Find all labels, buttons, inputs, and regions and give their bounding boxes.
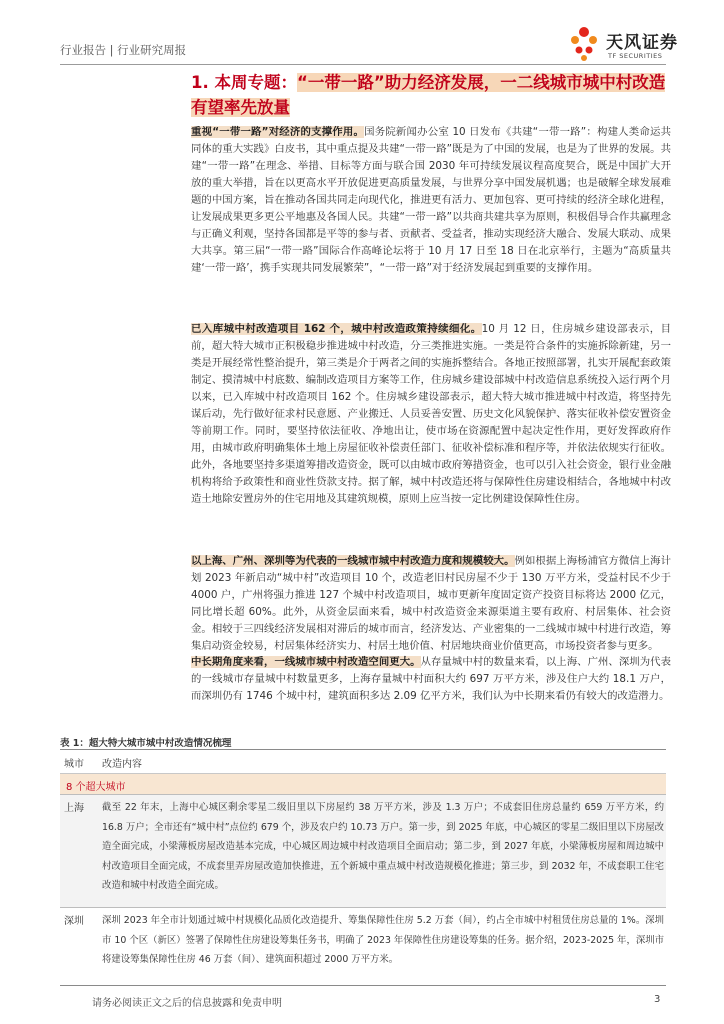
table-caption: 表 1：超大特大城市城中村改造情况梳理: [60, 738, 232, 749]
table-row: [60, 907, 666, 985]
paragraph-belt-and-road: [191, 124, 671, 277]
table-bottom-rule: [60, 985, 666, 986]
table-cell-content: 深圳 2023 年全市计划通过城中村规模化品质化改造提升、筹集保障性住房 5.2 万套（间），约占全市城中村租赁住房总量的 1%。深圳市 10 个区（新区）签署了保障性住房建设筹集任务书，明确了 2023 年保障性住房建设筹集的任务。据介绍，2023-2025 年，深圳市将建设筹集保障性住房 46 万套（间）、建筑面积超过 2000 万平方米。: [102, 915, 664, 965]
table-header-content: 改造内容: [102, 759, 142, 770]
header-breadcrumb: 行业报告 | 行业研究周报: [60, 43, 187, 57]
header-divider: [60, 64, 666, 65]
table-cell-content: 截至 22 年末，上海中心城区剩余零星二级旧里以下房屋约 38 万平方米，涉及 1.3 万户；不成套旧住房总量约 659 万平方米，约 16.8 万户；全市还有“城中村”点位约 679 个，涉及农户约 10.73 万户。第一步，到 2025 年底，中心城区的零星二级旧里以下房屋改造全面完成，小梁薄板房屋改造基本完成，中心城区周边城中村改造项目全面启动；第二步，到 2027 年底，小梁薄板房屋和周边城中村改造项目全面完成，不成套里弄房屋改造加快推进，五个新城中重点城中村改造规模化推进；第三步，到 2032 年，不成套职工住宅改造和城中村改造全面完成。: [102, 802, 664, 891]
paragraph-body: 国务院新闻办公室 10 日发布《共建“一带一路”：构建人类命运共同体的重大实践》白皮书，其中重点提及共建“一带一路”既是为了中国的发展，也是为了世界的发展。共建“一带一路”在理念、举措、目标等方面与联合国 2030 年可持续发展议程高度契合，既是中国扩大开放的重大举措，旨在以更高水平开放促进更高质量发展，与世界分享中国发展机遇；也是破解全球发展难题的中国方案，旨在推动各国共同走向现代化，推进更有活力、更加包容、更可持续的经济全球化进程，让发展成果更多更公平地惠及各国人民。共建“一带一路”以共商共建共享为原则，积极倡导合作共赢理念与正确义利观，坚持各国都是平等的参与者、贡献者、受益者，推动实现经济大融合、发展大联动、成果大共享。第三届“一带一路”国际合作高峰论坛将于 10 月 17 日至 18 日在北京举行，主题为“高质量共建‘一带一路’，携手实现共同发展繁荣”，“一带一路”对于经济发展起到重要的支撑作用。: [191, 126, 671, 274]
brand-name-en: TF SECURITIES: [608, 52, 663, 60]
paragraph-body: 例如根据上海杨浦官方微信上海计划 2023 年新启动“城中村”改造项目 10 个，改造老旧村民房屋不少于 130 万平方米，受益村民不少于 4000 户，广州将强力推进 127 个城中村改造项目，城市更新年度固定资产投资目标将达 2000 亿元，同比增长超 60%。此外，从资金层面来看，城中村改造资金来源渠道主要有政府、村居集体、社会资金。相较于三四线经济发展相对滞后的城市而言，经济发达、产业密集的一二线城市城中村进行改造，筹集启动资金较易，村居集体经济实力、村居土地价值、村居地块商业价值更高，市场投资者参与更多。: [191, 555, 672, 652]
paragraph-tier1-cities: [191, 553, 671, 655]
table-header-city: 城市: [64, 759, 84, 770]
paragraph-urban-village-policy: [191, 321, 671, 508]
page-number: 3: [654, 994, 661, 1005]
table-row: [60, 794, 666, 907]
table-group-label: 8 个超大城市: [66, 782, 126, 793]
table-group-row: [60, 773, 666, 794]
paragraph-lead: 以上海、广州、深圳等为代表的一线城市城中村改造力度和规模较大。: [191, 555, 515, 567]
paragraph-lead: 中长期角度来看，一线城市城中村改造空间更大。: [191, 656, 421, 668]
paragraph-lead: 已入库城中村改造项目 162 个，城中村改造政策持续细化。: [191, 323, 482, 335]
section-title-main: “一带一路”助力经济发展，一二线城市城中村改造有望率先放量: [191, 73, 666, 117]
paragraph-long-term-outlook: [191, 654, 671, 705]
table-cell-city: 上海: [64, 803, 84, 814]
table-header: [60, 750, 666, 772]
paragraph-body: 从存量城中村的数量来看，以上海、广州、深圳为代表的一线城市存量城中村数量更多，上海存量城中村面积大约 697 万平方米，涉及住户大约 18.1 万户，而深圳仍有 1746 个城中村，建筑面积多达 2.09 亿平方米，我们认为中长期来看仍有较大的改造潜力。: [191, 656, 672, 702]
brand-logo: [566, 24, 696, 64]
paragraph-body: 10 月 12 日，住房城乡建设部表示，目前，超大特大城市正积极稳步推进城中村改造，分三类推进实施。一类是符合条件的实施拆除新建，另一类是开展经常性整治提升，第三类是介于两者之间的实施拆整结合。各地正按照部署，扎实开展配套政策制定、摸清城中村底数、编制改造项目方案等工作，住房城乡建设部城中村改造信息系统投入运行两个月以来，已入库城中村改造项目 162 个。住房城乡建设部表示，超大特大城市推进城中村改造，将坚持先谋后动，先行做好征求村民意愿、产业搬迁、人员妥善安置、历史文化风貌保护、落实征收补偿安置资金等前期工作。同时，要坚持依法征收、净地出让，使市场在资源配置中起决定性作用，更好发挥政府作用，由城市政府明确集体土地上房屋征收补偿责任部门、征收补偿标准和程序等，并依法依规实行征收。此外，各地要坚持多渠道筹措改造资金，既可以由城市政府筹措资金，也可以引入社会资金，银行业金融机构将给予政策性和商业性贷款支持。据了解，城中村改造还将与保障性住房建设相结合，各地城中村改造土地除安置房外的住宅用地及其建筑规模，原则上应当按一定比例建设保障性住房。: [191, 323, 672, 505]
brand-name-cn: 天风证券: [606, 33, 678, 53]
paragraph-lead: 重视“一带一路”对经济的支撑作用。: [191, 126, 365, 138]
section-title-prefix: 1. 本周专题：: [191, 73, 297, 92]
footer-disclaimer: 请务必阅读正文之后的信息披露和免责申明: [92, 998, 282, 1009]
brand-flame-icon: [566, 24, 602, 64]
section-title: [191, 70, 681, 120]
table-cell-city: 深圳: [64, 916, 84, 927]
